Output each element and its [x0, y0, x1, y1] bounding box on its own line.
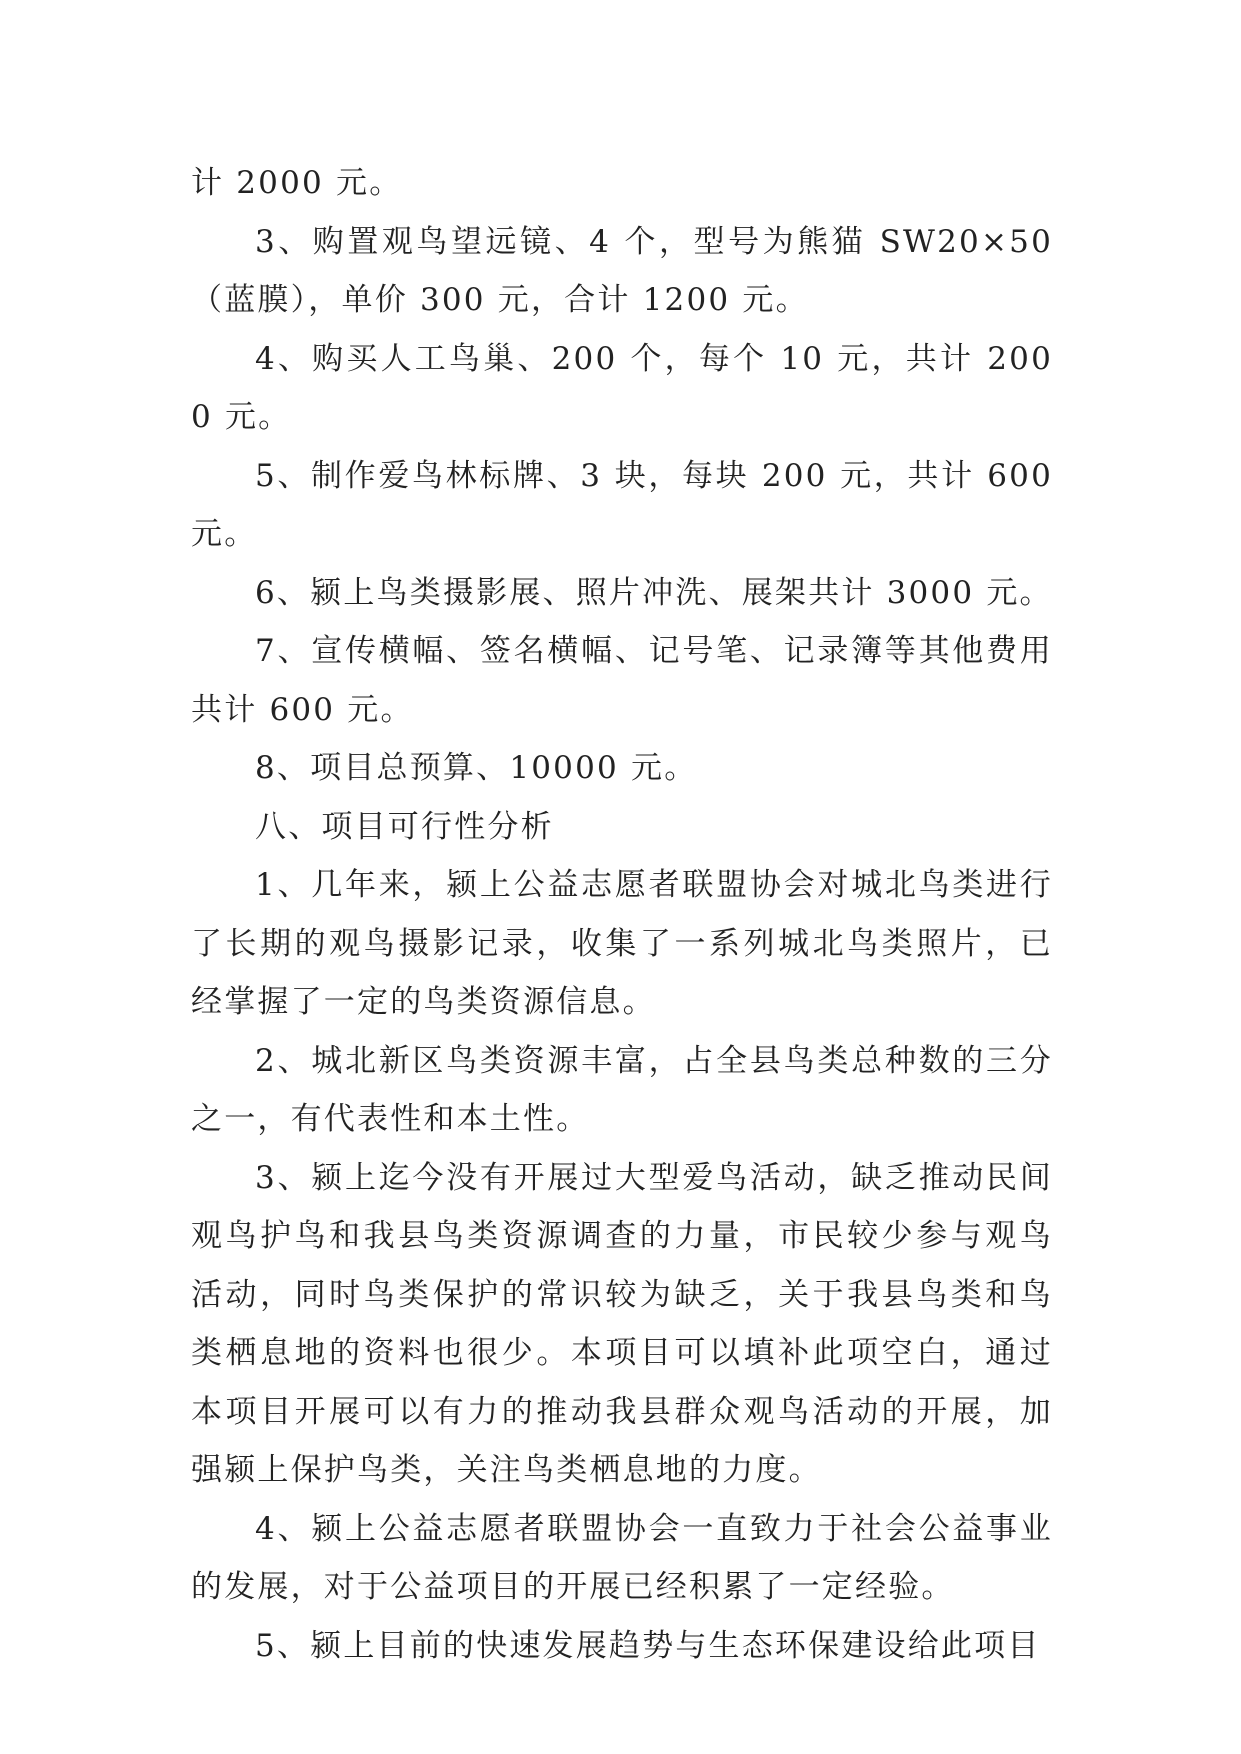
paragraph-feasibility-5: 5、颍上目前的快速发展趋势与生态环保建设给此项目	[255, 1627, 1041, 1664]
paragraph-item-8-total-budget: 8、项目总预算、10000 元。	[255, 750, 698, 786]
document-body	[191, 154, 1053, 1675]
paragraph-item-7-other-costs: 7、宣传横幅、签名横幅、记号笔、记录簿等其他费用共计 600 元。	[191, 633, 1053, 728]
paragraph-total-cost-continuation: 计 2000 元。	[191, 165, 403, 201]
paragraph-feasibility-2: 2、城北新区鸟类资源丰富，占全县鸟类总种数的三分之一，有代表性和本土性。	[191, 1042, 1053, 1137]
paragraph-item-6-photo-exhibition: 6、颍上鸟类摄影展、照片冲洗、展架共计 3000 元。	[255, 574, 1053, 611]
paragraph-feasibility-4: 4、颍上公益志愿者联盟协会一直致力于社会公益事业的发展，对于公益项目的开展已经积累了一定经验。	[191, 1510, 1053, 1605]
paragraph-item-5-signboards: 5、制作爱鸟林标牌、3 块，每块 200 元，共计 600 元。	[191, 457, 1053, 552]
paragraph-item-4-bird-nests: 4、购买人工鸟巢、200 个，每个 10 元，共计 2000 元。	[191, 340, 1053, 435]
paragraph-item-3-binoculars: 3、购置观鸟望远镜、4 个，型号为熊猫 SW20×50（蓝膜），单价 300 元，合计 1200 元。	[191, 223, 1053, 318]
section-heading-feasibility: 八、项目可行性分析	[255, 808, 554, 845]
paragraph-feasibility-3: 3、颍上迄今没有开展过大型爱鸟活动，缺乏推动民间观鸟护鸟和我县鸟类资源调查的力量，市民较少参与观鸟活动，同时鸟类保护的常识较为缺乏，关于我县鸟类和鸟类栖息地的资料也很少。本项目可以填补此项空白，通过本项目开展可以有力的推动我县群众观鸟活动的开展，加强颍上保护鸟类，关注鸟类栖息地的力度。	[191, 1159, 1053, 1488]
paragraph-feasibility-1: 1、几年来，颍上公益志愿者联盟协会对城北鸟类进行了长期的观鸟摄影记录，收集了一系列城北鸟类照片，已经掌握了一定的鸟类资源信息。	[191, 867, 1053, 1020]
